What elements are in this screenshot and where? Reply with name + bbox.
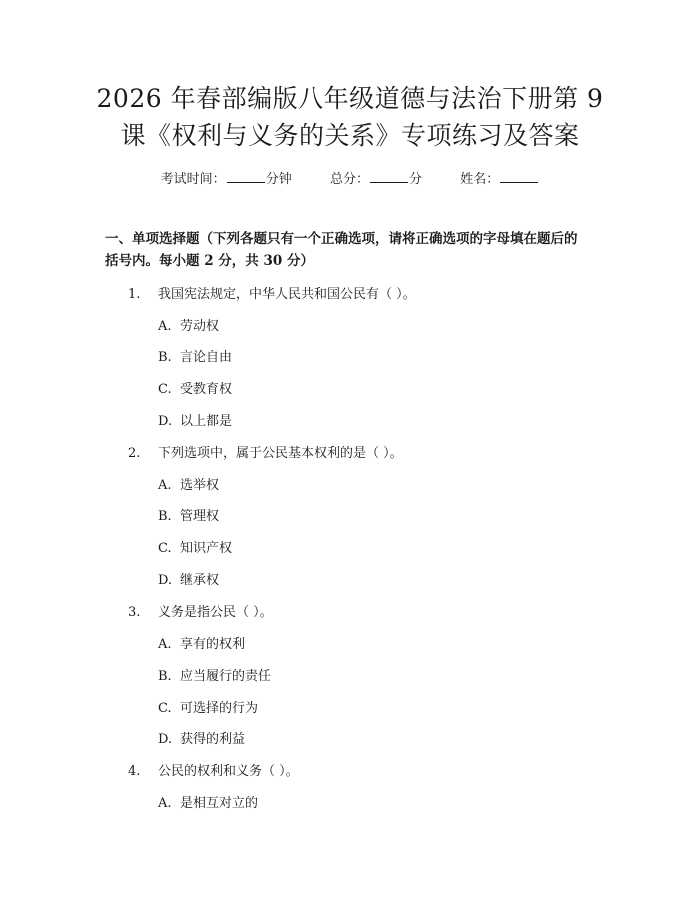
exam-meta <box>0 168 700 187</box>
option-letter: D. <box>158 414 173 429</box>
question-text: 我国宪法规定，中华人民共和国公民有（ ）。 <box>158 287 416 302</box>
option-1c <box>158 378 232 397</box>
option-text: 受教育权 <box>180 382 233 397</box>
option-letter: D. <box>158 732 173 747</box>
question-number: 3. <box>128 605 141 620</box>
option-letter: A. <box>158 637 172 652</box>
section-heading <box>105 228 605 272</box>
time-blank <box>227 170 265 183</box>
option-letter: A. <box>158 478 172 493</box>
question-text: 公民的权利和义务（ ）。 <box>158 764 299 779</box>
option-letter: C. <box>158 701 172 716</box>
option-letter: A. <box>158 319 172 334</box>
option-3d <box>158 728 245 747</box>
page-title <box>60 80 640 154</box>
option-4a <box>158 792 258 811</box>
option-text: 以上都是 <box>180 414 233 429</box>
option-2d <box>158 569 219 588</box>
option-2b <box>158 505 219 524</box>
name-label: 姓名： <box>460 172 500 187</box>
option-text: 可选择的行为 <box>180 701 259 716</box>
option-1d <box>158 410 232 429</box>
title-line-1: 2026 年春部编版八年级道德与法治下册第 9 <box>96 84 604 113</box>
option-letter: B. <box>158 669 172 684</box>
score-label: 总分： <box>329 172 369 187</box>
option-letter: C. <box>158 382 172 397</box>
option-letter: B. <box>158 350 172 365</box>
option-letter: B. <box>158 509 172 524</box>
section-heading-line-1: 一、单项选择题（下列各题只有一个正确选项，请将正确选项的字母填在题后的 <box>105 231 578 247</box>
section-heading-line-2: 括号内。每小题 2 分，共 30 分） <box>105 253 314 269</box>
option-text: 言论自由 <box>180 350 233 365</box>
time-label: 考试时间： <box>160 172 226 187</box>
option-text: 是相互对立的 <box>180 796 259 811</box>
option-1a <box>158 315 219 334</box>
question-number: 2. <box>128 446 141 461</box>
option-3c <box>158 697 258 716</box>
option-letter: D. <box>158 573 173 588</box>
option-text: 管理权 <box>180 509 220 524</box>
option-3a <box>158 633 245 652</box>
option-text: 获得的利益 <box>180 732 246 747</box>
name-blank <box>500 170 538 183</box>
score-blank <box>370 170 408 183</box>
option-1b <box>158 346 232 365</box>
title-line-2: 课《权利与义务的关系》专项练习及答案 <box>120 121 580 150</box>
question-text: 义务是指公民（ ）。 <box>158 605 273 620</box>
question-4 <box>128 760 299 779</box>
option-text: 应当履行的责任 <box>180 669 272 684</box>
question-number: 4. <box>128 764 141 779</box>
option-letter: A. <box>158 796 172 811</box>
score-unit: 分 <box>409 172 423 187</box>
question-1 <box>128 283 416 302</box>
question-3 <box>128 601 273 620</box>
option-3b <box>158 665 271 684</box>
question-text: 下列选项中，属于公民基本权利的是（ ）。 <box>158 446 403 461</box>
option-letter: C. <box>158 541 172 556</box>
question-2 <box>128 442 403 461</box>
option-2c <box>158 537 232 556</box>
option-text: 知识产权 <box>180 541 233 556</box>
option-2a <box>158 474 219 493</box>
time-unit: 分钟 <box>265 172 292 187</box>
question-number: 1. <box>128 287 141 302</box>
option-text: 劳动权 <box>180 319 220 334</box>
option-text: 享有的权利 <box>180 637 246 652</box>
option-text: 继承权 <box>180 573 220 588</box>
option-text: 选举权 <box>180 478 220 493</box>
